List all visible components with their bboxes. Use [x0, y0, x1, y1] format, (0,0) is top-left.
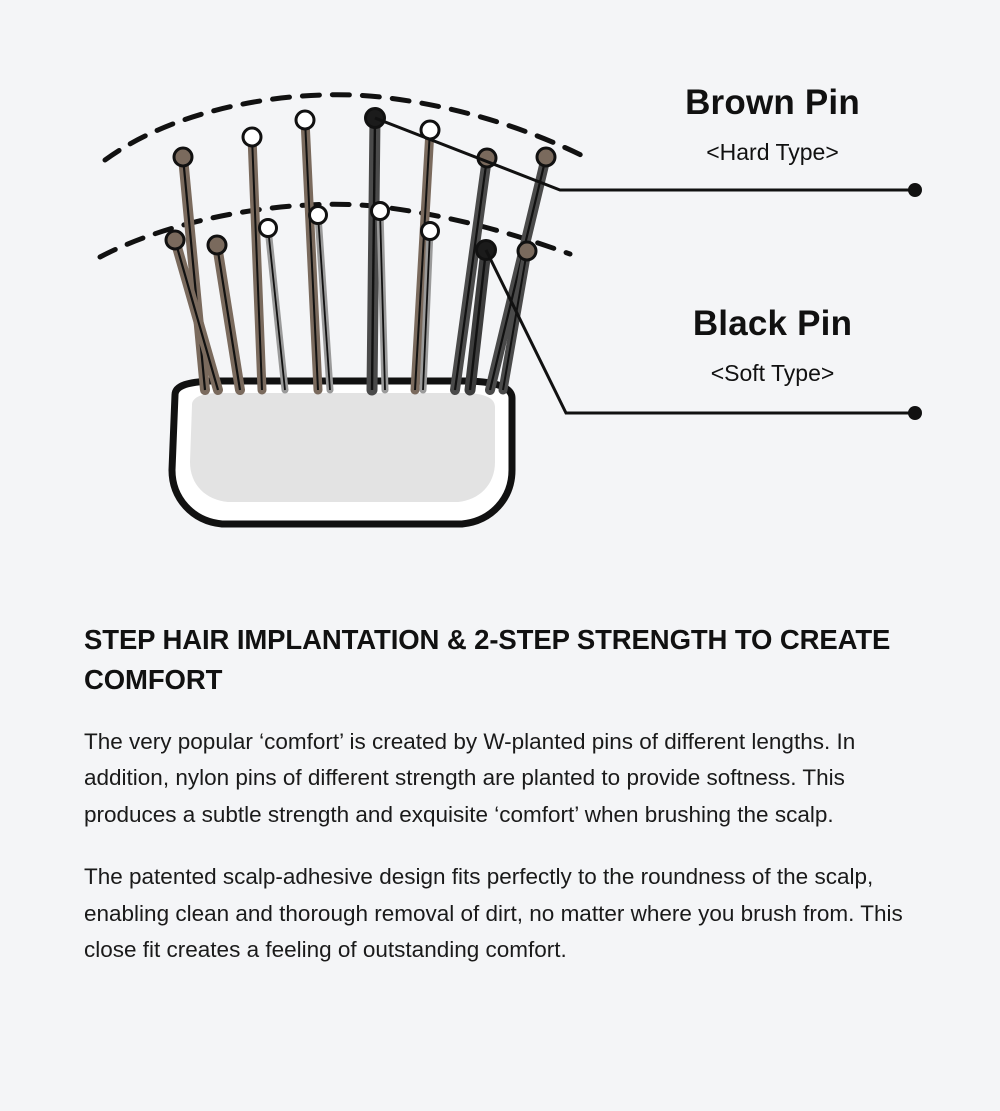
callout-brown-pin-subtitle: <Hard Type> [706, 138, 839, 165]
body-paragraph-2: The patented scalp-adhesive design fits perfectly to the roundness of the scalp, enabling clean and thorough removal of dirt, no matter where you brush from. This close fit creates a feeling of outstanding comfort. [84, 864, 903, 962]
callout-black-pin-title: Black Pin [692, 304, 853, 343]
brush-pad [172, 381, 512, 524]
section-heading: STEP HAIR IMPLANTATION & 2-STEP STRENGTH TO CREATE COMFORT [84, 624, 891, 695]
callout-black-pin-subtitle: <Soft Type> [710, 359, 835, 386]
callout-black-pin [610, 305, 935, 387]
description-block [84, 620, 916, 968]
body-paragraph-1: The very popular ‘comfort’ is created by W-planted pins of different lengths. In addition, nylon pins of different strength are planted to provide softness. This produces a subtle strength and exquisite ‘comfort’ when brushing the scalp. [84, 728, 856, 827]
callout-brown-pin [610, 84, 935, 166]
callout-brown-pin-title: Brown Pin [685, 83, 860, 122]
